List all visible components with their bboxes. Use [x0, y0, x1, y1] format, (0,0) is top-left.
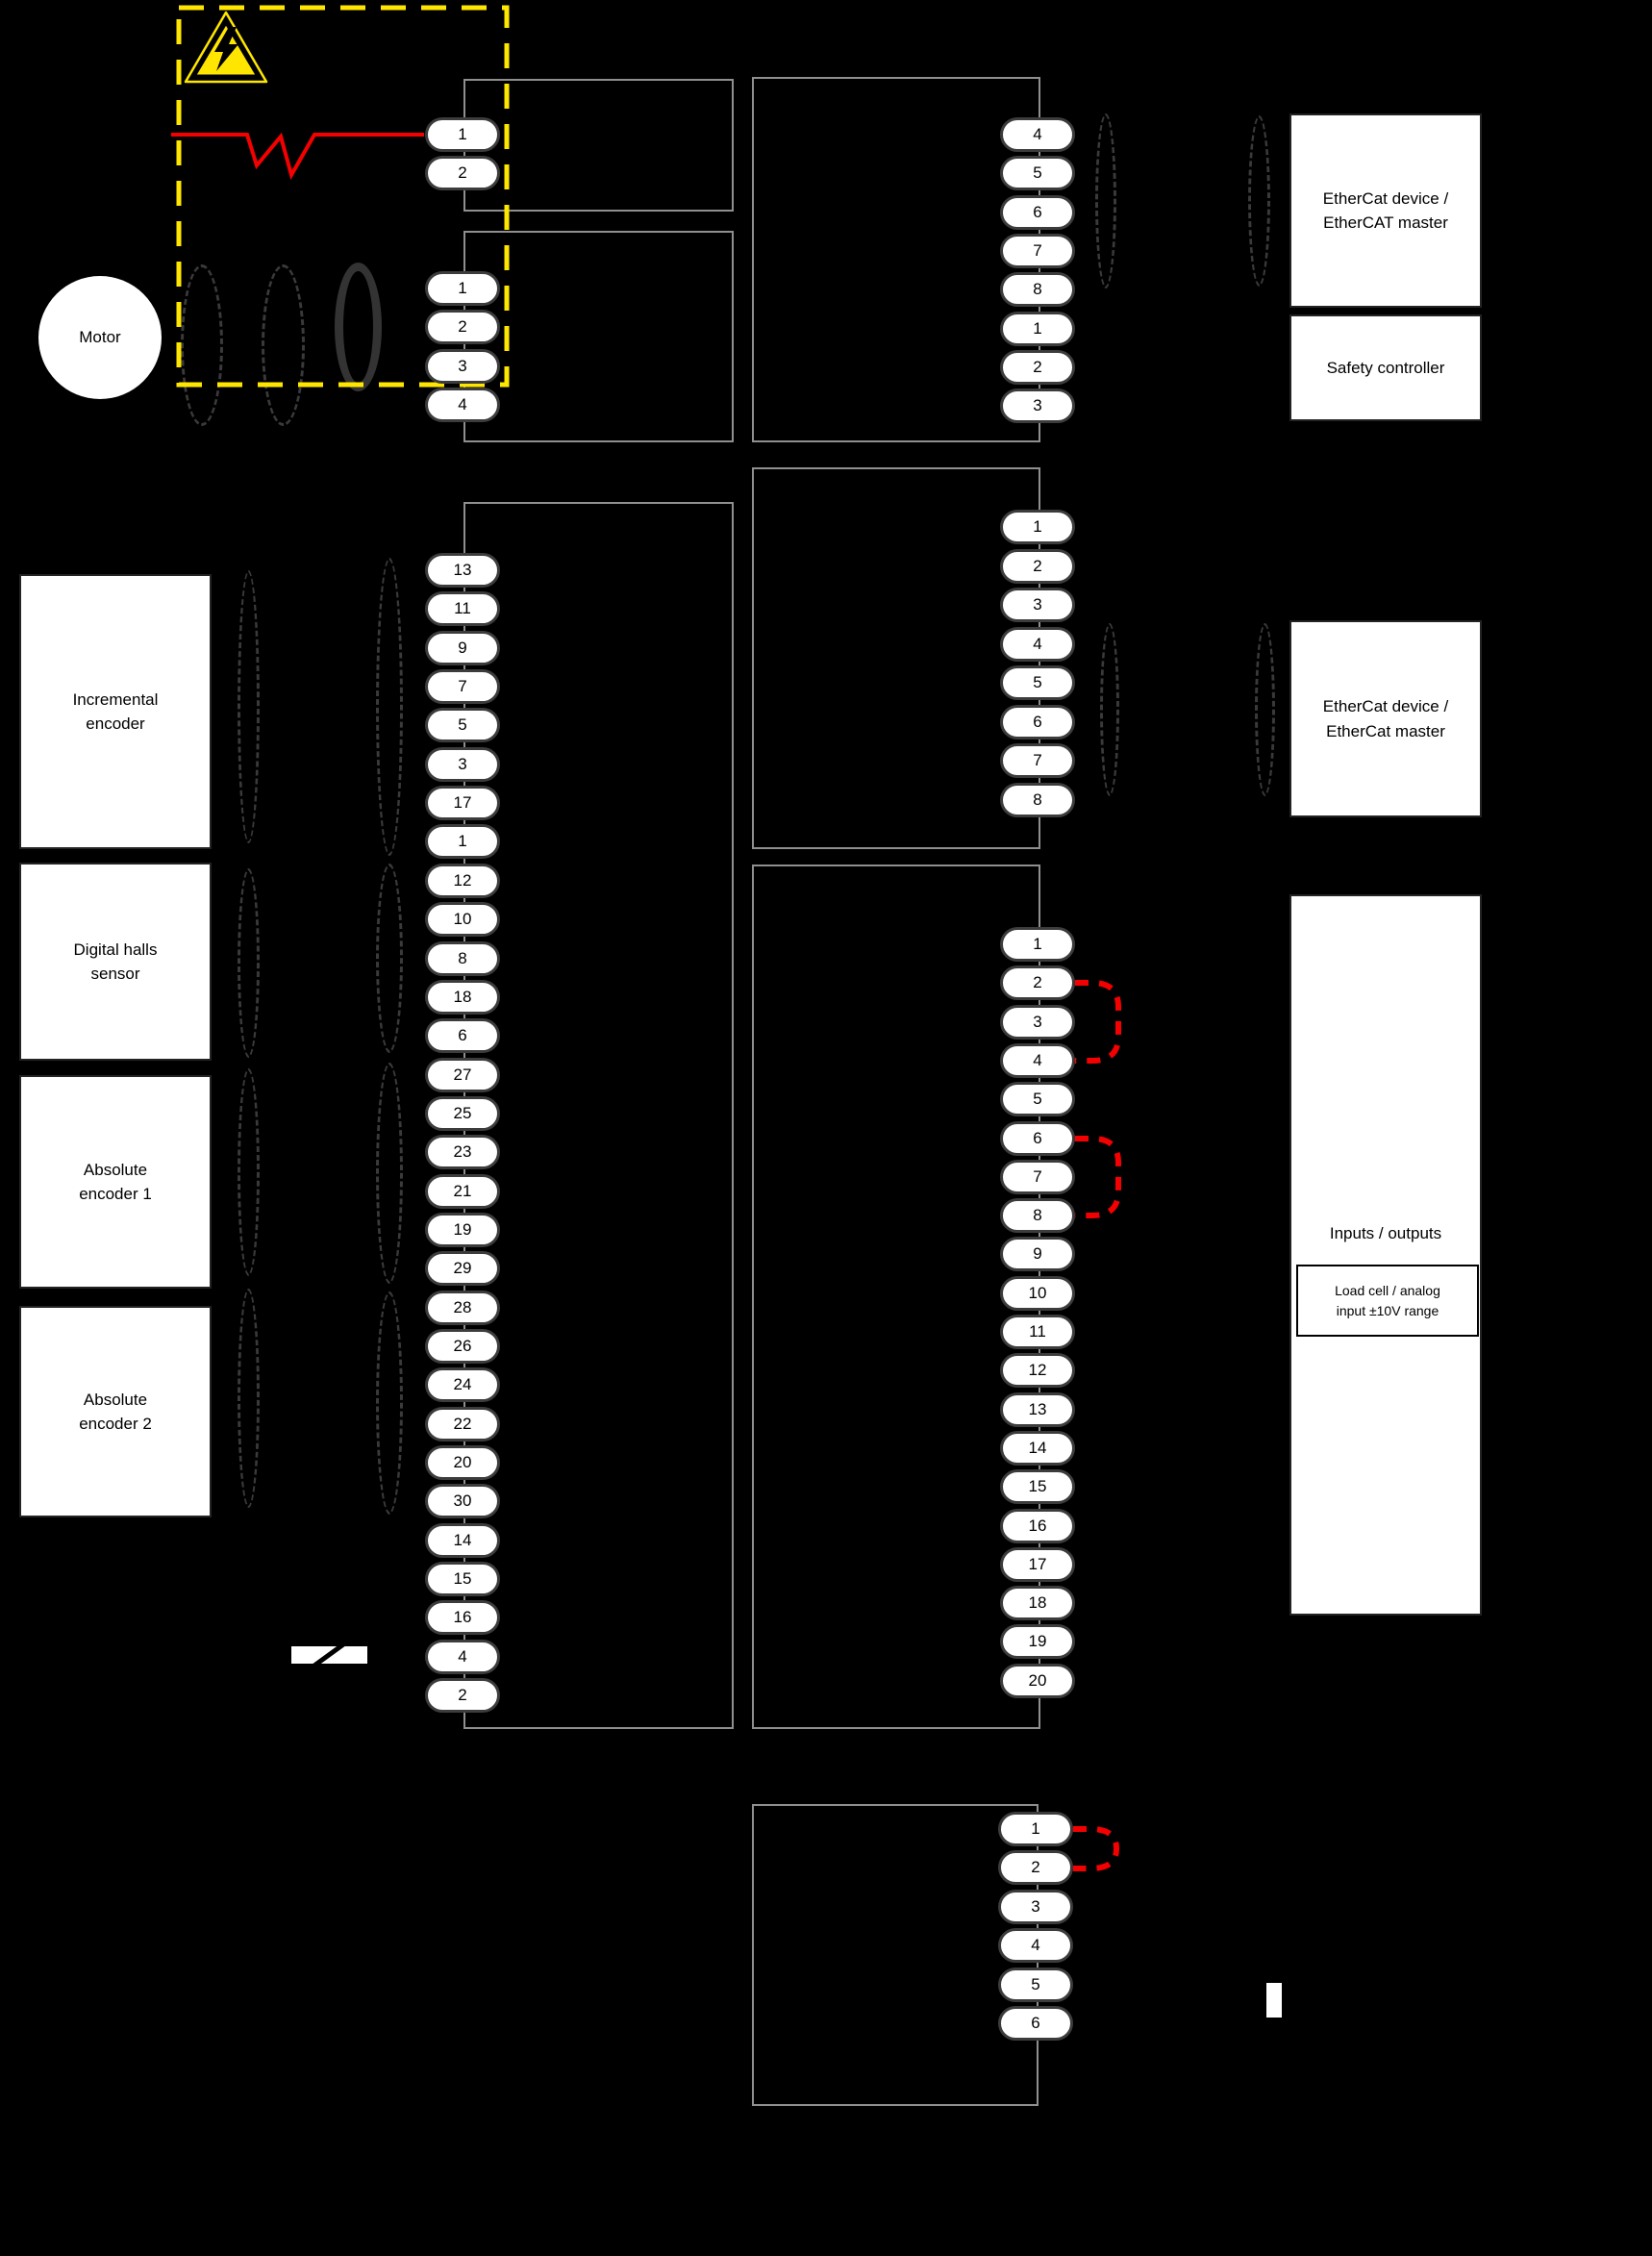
pin-signal_30pin-29: 29 — [425, 1251, 500, 1286]
pin-ethercat_port2-5: 5 — [1000, 665, 1075, 700]
pin-signal_30pin-13: 13 — [425, 553, 500, 588]
absolute-encoder-2-label: Absolute — [83, 1390, 148, 1409]
pin-aux_6pin-5: 5 — [998, 1968, 1073, 2002]
pin-signal_30pin-6: 6 — [425, 1018, 500, 1053]
pin-signal_30pin-4: 4 — [425, 1640, 500, 1674]
ground-symbol — [291, 1640, 367, 1670]
pin-signal_30pin-20: 20 — [425, 1445, 500, 1480]
load-cell-note: Load cell / analog — [1335, 1283, 1440, 1299]
pin-aux_6pin-6: 6 — [998, 2006, 1073, 2041]
pin-ethercat_port1-6: 6 — [1000, 195, 1075, 230]
pin-io_20pin-19: 19 — [1000, 1624, 1075, 1659]
incremental-encoder-label: Incremental — [72, 689, 159, 709]
pin-motor_phases-1: 1 — [425, 271, 500, 306]
pin-ethercat_port1-2: 2 — [1000, 350, 1075, 385]
red-jumper-io-2-4 — [1075, 983, 1118, 1061]
load-cell-note: input ±10V range — [1336, 1302, 1439, 1318]
pin-io_20pin-4: 4 — [1000, 1043, 1075, 1078]
pin-ethercat_port2-6: 6 — [1000, 705, 1075, 739]
pin-signal_30pin-8: 8 — [425, 941, 500, 976]
pin-signal_30pin-11: 11 — [425, 591, 500, 626]
pin-signal_30pin-9: 9 — [425, 631, 500, 665]
pin-ethercat_port1-3: 3 — [1000, 389, 1075, 423]
pin-io_20pin-7: 7 — [1000, 1160, 1075, 1194]
inputs-outputs-label: Inputs / outputs — [1329, 1224, 1442, 1242]
pin-io_20pin-2: 2 — [1000, 965, 1075, 1000]
red-jumper-io-6-8 — [1075, 1139, 1118, 1216]
pin-signal_30pin-5: 5 — [425, 708, 500, 742]
pin-io_20pin-8: 8 — [1000, 1198, 1075, 1233]
pin-motor_power-1: 1 — [425, 117, 500, 152]
pin-io_20pin-16: 16 — [1000, 1509, 1075, 1543]
pin-io_20pin-9: 9 — [1000, 1237, 1075, 1271]
pin-signal_30pin-12: 12 — [425, 864, 500, 898]
ethercat-device-label: EtherCat device / — [1322, 188, 1449, 208]
red-jumper-aux-1-2 — [1073, 1829, 1116, 1868]
pin-io_20pin-17: 17 — [1000, 1547, 1075, 1582]
motor-label: Motor — [79, 328, 121, 346]
io-marker-bar — [1266, 1983, 1282, 2018]
pin-signal_30pin-23: 23 — [425, 1135, 500, 1169]
pin-io_20pin-14: 14 — [1000, 1431, 1075, 1466]
pin-motor_phases-2: 2 — [425, 310, 500, 344]
pin-signal_30pin-27: 27 — [425, 1058, 500, 1092]
pin-signal_30pin-18: 18 — [425, 980, 500, 1015]
pin-motor_phases-4: 4 — [425, 388, 500, 422]
pin-signal_30pin-30: 30 — [425, 1484, 500, 1518]
pin-signal_30pin-19: 19 — [425, 1213, 500, 1247]
pin-io_20pin-18: 18 — [1000, 1586, 1075, 1620]
digital-halls-label: Digital halls — [73, 940, 158, 959]
safety-controller-label: Safety controller — [1326, 358, 1445, 377]
brake-resistor-symbol — [171, 135, 424, 175]
pin-ethercat_port2-4: 4 — [1000, 627, 1075, 662]
pin-io_20pin-5: 5 — [1000, 1082, 1075, 1116]
pin-ethercat_port2-2: 2 — [1000, 549, 1075, 584]
pin-signal_30pin-16: 16 — [425, 1600, 500, 1635]
pin-signal_30pin-28: 28 — [425, 1291, 500, 1325]
ethercat-device-label: EtherCAT master — [1323, 213, 1448, 232]
pin-aux_6pin-4: 4 — [998, 1928, 1073, 1963]
pin-io_20pin-1: 1 — [1000, 927, 1075, 962]
absolute-encoder-1-label: encoder 1 — [79, 1185, 152, 1203]
pin-signal_30pin-1: 1 — [425, 824, 500, 859]
absolute-encoder-2-label: encoder 2 — [79, 1415, 152, 1433]
pin-io_20pin-20: 20 — [1000, 1664, 1075, 1698]
pin-signal_30pin-25: 25 — [425, 1096, 500, 1131]
incremental-encoder-label: encoder — [86, 714, 145, 733]
pin-ethercat_port2-1: 1 — [1000, 510, 1075, 544]
pin-io_20pin-12: 12 — [1000, 1353, 1075, 1388]
pin-ethercat_port2-7: 7 — [1000, 743, 1075, 778]
ethercat-device-label: EtherCat master — [1326, 721, 1445, 740]
pin-ethercat_port1-8: 8 — [1000, 272, 1075, 307]
pin-signal_30pin-15: 15 — [425, 1562, 500, 1596]
pin-motor_power-2: 2 — [425, 156, 500, 190]
pin-aux_6pin-3: 3 — [998, 1890, 1073, 1924]
absolute-encoder-1-label: Absolute — [83, 1160, 148, 1179]
pin-ethercat_port2-3: 3 — [1000, 588, 1075, 622]
pin-signal_30pin-7: 7 — [425, 669, 500, 704]
pin-signal_30pin-10: 10 — [425, 902, 500, 937]
pin-signal_30pin-3: 3 — [425, 747, 500, 782]
pin-aux_6pin-2: 2 — [998, 1850, 1073, 1885]
pin-io_20pin-13: 13 — [1000, 1392, 1075, 1427]
pin-signal_30pin-2: 2 — [425, 1678, 500, 1713]
digital-halls-label: sensor — [90, 965, 140, 983]
pin-signal_30pin-26: 26 — [425, 1329, 500, 1364]
ethercat-device-label: EtherCat device / — [1322, 697, 1449, 715]
pin-signal_30pin-24: 24 — [425, 1367, 500, 1402]
pin-ethercat_port2-8: 8 — [1000, 783, 1075, 817]
pin-ethercat_port1-7: 7 — [1000, 234, 1075, 268]
pin-io_20pin-15: 15 — [1000, 1469, 1075, 1504]
pin-io_20pin-3: 3 — [1000, 1005, 1075, 1040]
pin-ethercat_port1-4: 4 — [1000, 117, 1075, 152]
pin-io_20pin-10: 10 — [1000, 1276, 1075, 1311]
pin-ethercat_port1-1: 1 — [1000, 312, 1075, 346]
high-voltage-warning-icon — [186, 13, 266, 82]
pin-signal_30pin-14: 14 — [425, 1523, 500, 1558]
pin-signal_30pin-21: 21 — [425, 1174, 500, 1209]
pin-ethercat_port1-5: 5 — [1000, 156, 1075, 190]
pin-motor_phases-3: 3 — [425, 349, 500, 384]
pin-io_20pin-6: 6 — [1000, 1121, 1075, 1156]
pin-signal_30pin-22: 22 — [425, 1407, 500, 1441]
pin-signal_30pin-17: 17 — [425, 786, 500, 820]
pin-io_20pin-11: 11 — [1000, 1315, 1075, 1349]
pin-aux_6pin-1: 1 — [998, 1812, 1073, 1846]
